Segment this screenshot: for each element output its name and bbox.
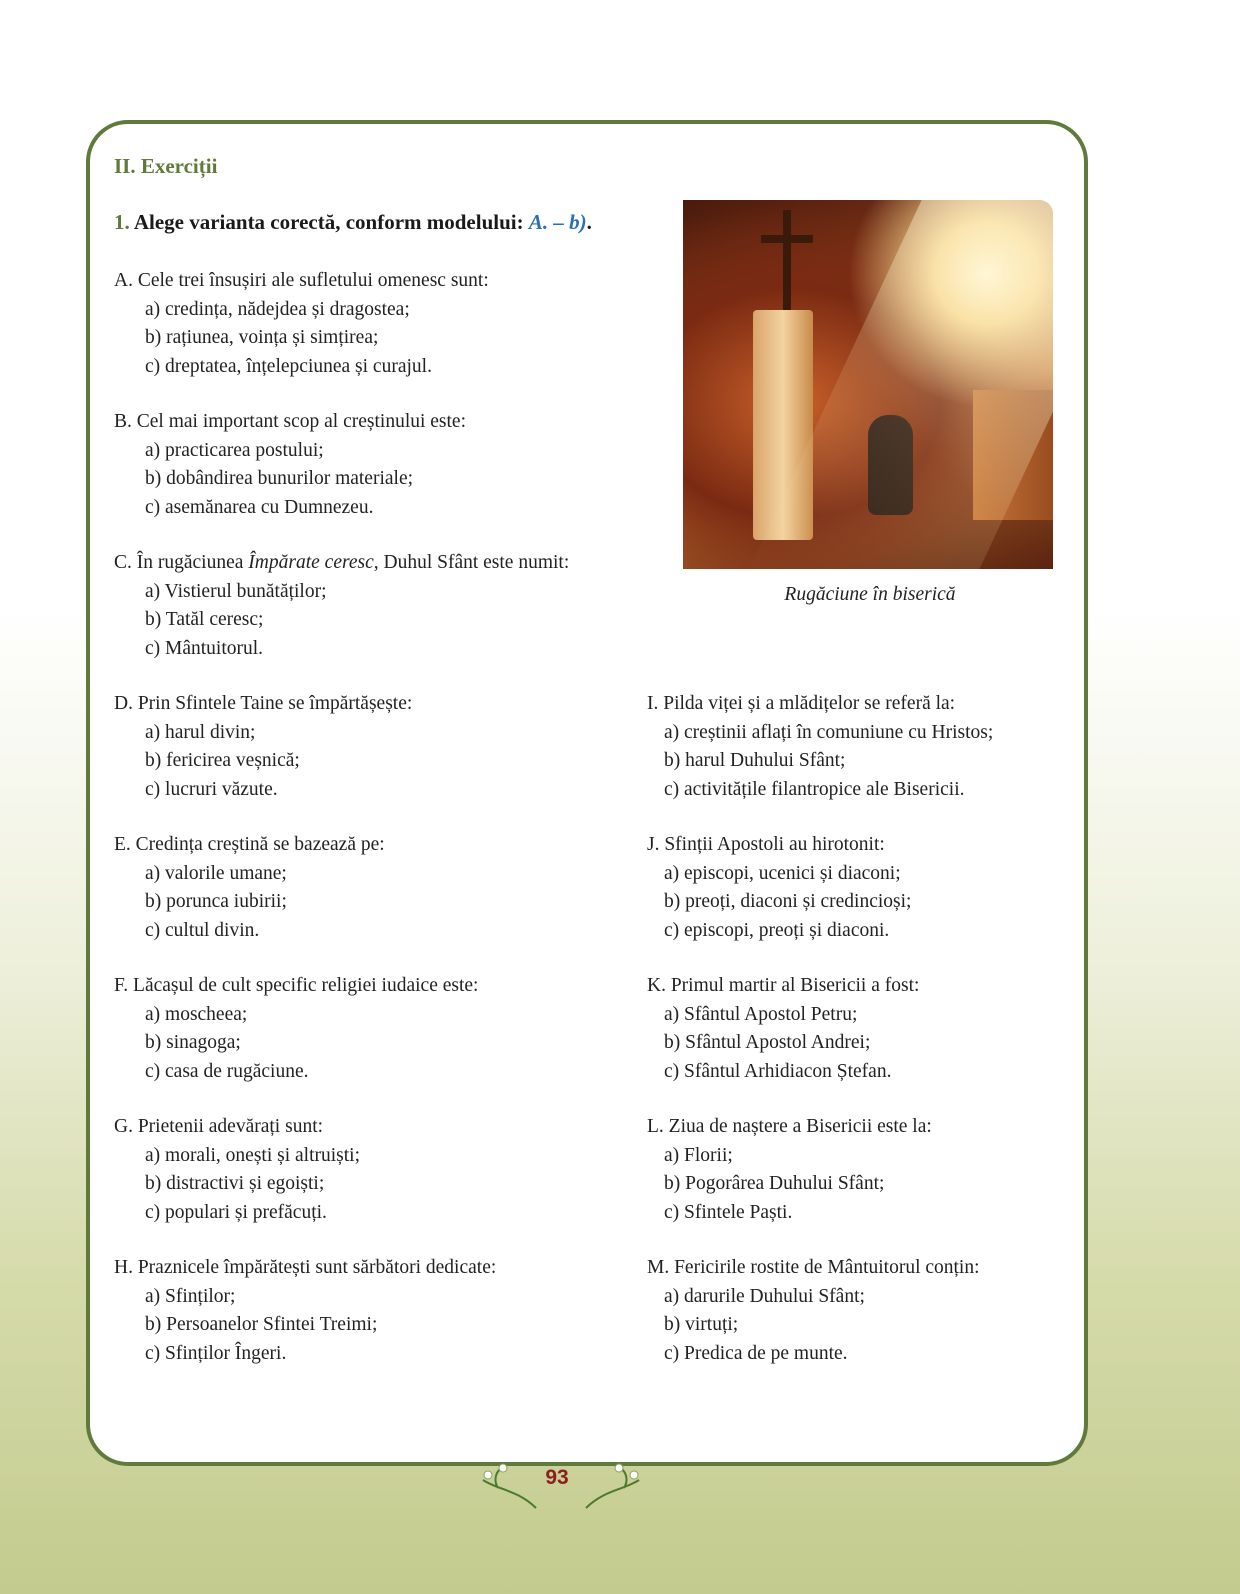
answer-option: a) moscheea; (145, 1003, 248, 1025)
question-text: I. Pilda viței și a mlădițelor se referă la: (647, 693, 956, 714)
section-title: II. Exerciții (114, 154, 218, 178)
question-text: A. Cele trei însușiri ale sufletului omenesc sunt: (114, 270, 489, 291)
question-text (114, 549, 569, 578)
question-left-7 (114, 1254, 496, 1368)
question-left-5 (114, 972, 478, 1086)
answer-option: b) preoți, diaconi și credincioși; (664, 891, 912, 912)
answer-option: b) sinagoga; (145, 1032, 241, 1053)
question-text: G. Prietenii adevărați sunt: (114, 1116, 324, 1137)
cross-bar-shape (761, 235, 813, 243)
answer-option: c) dreptatea, înțelepciunea și curajul. (145, 355, 432, 377)
answer-option: a) harul divin; (145, 721, 256, 743)
question-text: L. Ziua de naștere a Bisericii este la: (647, 1116, 932, 1137)
answer-option: b) porunca iubirii; (145, 891, 287, 912)
question-left-6 (114, 1113, 360, 1227)
answer-option: a) Florii; (664, 1144, 733, 1166)
answer-option: a) creștinii aflați în comuniune cu Hristos; (664, 721, 994, 743)
question-q-pre: C. În rugăciunea (114, 552, 249, 573)
question-text: H. Praznicele împărătești sunt sărbători dedicate: (114, 1257, 497, 1278)
answer-option: c) Sfântul Arhidiacon Ștefan. (664, 1060, 892, 1082)
answer-option: c) lucruri văzute. (145, 778, 278, 800)
answer-option: a) morali, onești și altruiști; (145, 1144, 361, 1166)
task-model: A. – b) (528, 210, 587, 234)
answer-option: b) distractivi și egoiști; (145, 1173, 325, 1194)
answer-option: b) Tatăl ceresc; (145, 609, 264, 630)
answer-option: b) harul Duhului Sfânt; (664, 750, 846, 771)
answer-option: c) Predica de pe munte. (664, 1342, 848, 1364)
page-number: 93 (545, 1466, 569, 1489)
question-left-2 (114, 549, 569, 663)
answer-option: c) episcopi, preoți și diaconi. (664, 919, 890, 941)
answer-option: b) virtuți; (664, 1314, 739, 1335)
answer-option: b) fericirea veșnică; (145, 750, 300, 771)
answer-option: c) Mântuitorul. (145, 637, 264, 659)
answer-option: a) Sfântul Apostol Petru; (664, 1003, 858, 1025)
answer-option: a) Sfinților; (145, 1285, 236, 1307)
question-text: D. Prin Sfintele Taine se împărtășește: (114, 693, 413, 714)
answer-option: c) Sfinților Îngeri. (145, 1342, 287, 1364)
task-instruction (114, 210, 592, 235)
question-left-4 (114, 831, 385, 945)
question-text: M. Fericirile rostite de Mântuitorul conțin: (647, 1257, 980, 1278)
answer-option: a) darurile Duhului Sfânt; (664, 1285, 865, 1307)
question-q-em: Împărate ceresc (248, 552, 374, 573)
question-text: B. Cel mai important scop al creștinului este: (114, 411, 467, 432)
answer-option: a) episcopi, ucenici și diaconi; (664, 862, 901, 884)
answer-option: a) Vistierul bunătăților; (145, 580, 327, 602)
answer-option: c) cultul divin. (145, 919, 260, 941)
question-right-0 (647, 690, 993, 804)
answer-option: a) valorile umane; (145, 862, 287, 884)
question-text: E. Credința creștină se bazează pe: (114, 834, 385, 855)
answer-option: a) credința, nădejdea și dragostea; (145, 298, 410, 320)
answer-option: c) populari și prefăcuți. (145, 1201, 327, 1223)
task-number: 1. (114, 210, 130, 234)
task-text: Alege varianta corectă, conform modelului: (129, 210, 529, 234)
question-right-3 (647, 1113, 932, 1227)
answer-option: c) casa de rugăciune. (145, 1060, 309, 1082)
church-prayer-photo (683, 200, 1053, 569)
question-left-0 (114, 267, 489, 381)
answer-option: c) Sfintele Paști. (664, 1201, 793, 1223)
answer-option: b) rațiunea, voința și simțirea; (145, 327, 379, 348)
answer-option: b) Persoanelor Sfintei Treimi; (145, 1314, 378, 1335)
answer-option: a) practicarea postului; (145, 439, 324, 461)
question-text: F. Lăcașul de cult specific religiei iudaice este: (114, 975, 479, 996)
task-end: . (586, 210, 592, 234)
question-right-2 (647, 972, 919, 1086)
answer-option: b) dobândirea bunurilor materiale; (145, 468, 414, 489)
image-caption: Rugăciune în biserică (784, 584, 956, 605)
answer-option: c) activitățile filantropice ale Bisericii. (664, 778, 965, 800)
answer-option: b) Pogorârea Duhului Sfânt; (664, 1173, 885, 1194)
question-left-1 (114, 408, 466, 522)
question-right-1 (647, 831, 911, 945)
question-text: K. Primul martir al Bisericii a fost: (647, 975, 920, 996)
answer-option: b) Sfântul Apostol Andrei; (664, 1032, 871, 1053)
question-text: J. Sfinții Apostoli au hirotonit: (647, 834, 885, 855)
question-q-post: , Duhul Sfânt este numit: (373, 552, 570, 573)
cross-shape (783, 210, 791, 310)
question-left-3 (114, 690, 412, 804)
question-right-4 (647, 1254, 980, 1368)
answer-option: c) asemănarea cu Dumnezeu. (145, 496, 374, 518)
